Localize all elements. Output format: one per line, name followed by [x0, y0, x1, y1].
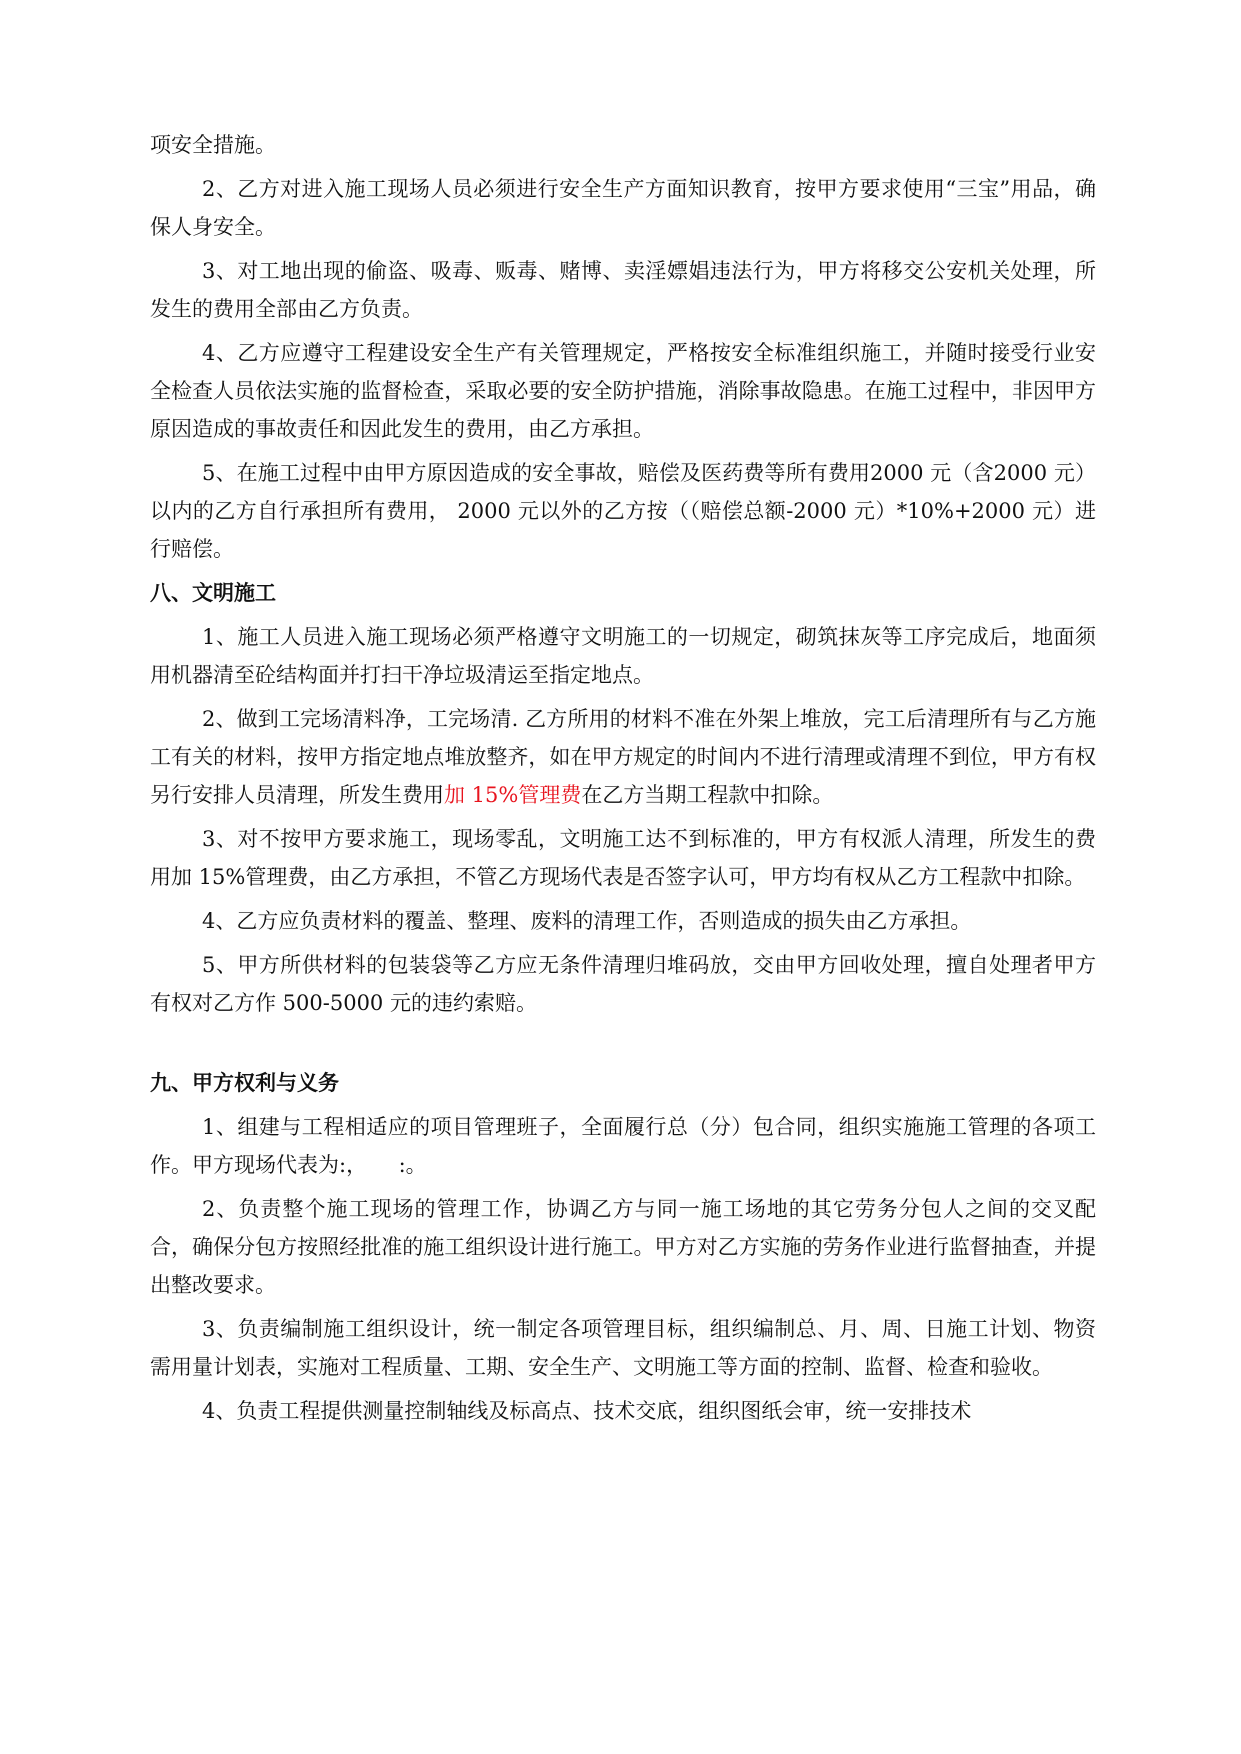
paragraph-8-3: 3、对不按甲方要求施工，现场零乱，文明施工达不到标准的，甲方有权派人清理，所发生的费用加 15%管理费，由乙方承担，不管乙方现场代表是否签字认可，甲方均有权从乙方工程款中扣除。	[150, 827, 1096, 889]
paragraph-8-5: 5、甲方所供材料的包装袋等乙方应无条件清理归堆码放，交由甲方回收处理，擅自处理者甲方有权对乙方作 500-5000 元的违约索赔。	[150, 953, 1096, 1015]
paragraph-9-4: 4、负责工程提供测量控制轴线及标高点、技术交底，组织图纸会审，统一安排技术	[202, 1399, 972, 1423]
paragraph-9-1: 1、组建与工程相适应的项目管理班子，全面履行总（分）包合同，组织实施施工管理的各项工作。甲方现场代表为:， :。	[150, 1115, 1096, 1177]
paragraph-8-2	[150, 700, 1096, 814]
section-heading-civilized-construction: 八、文明施工	[150, 581, 276, 605]
highlight-management-fee: 加 15%管理费	[444, 783, 582, 807]
paragraph-7-5: 5、在施工过程中由甲方原因造成的安全事故，赔偿及医药费等所有费用2000 元（含2000 元）以内的乙方自行承担所有费用， 2000 元以外的乙方按（（赔偿总额-2000 元）*10%+2000 元）进行赔偿。	[150, 461, 1096, 561]
section-heading-party-a-rights: 九、甲方权利与义务	[150, 1071, 339, 1095]
paragraph-9-2: 2、负责整个施工现场的管理工作，协调乙方与同一施工场地的其它劳务分包人之间的交叉配合，确保分包方按照经批准的施工组织设计进行施工。甲方对乙方实施的劳务作业进行监督抽查，并提出整改要求。	[150, 1197, 1096, 1297]
paragraph-7-3: 3、对工地出现的偷盗、吸毒、贩毒、赌博、卖淫嫖娼违法行为，甲方将移交公安机关处理，所发生的费用全部由乙方负责。	[150, 259, 1096, 321]
paragraph-8-2-text-b: 在乙方当期工程款中扣除。	[581, 783, 834, 807]
paragraph-8-4: 4、乙方应负责材料的覆盖、整理、废料的清理工作，否则造成的损失由乙方承担。	[202, 909, 972, 933]
paragraph-9-3: 3、负责编制施工组织设计，统一制定各项管理目标，组织编制总、月、周、日施工计划、物资需用量计划表，实施对工程质量、工期、安全生产、文明施工等方面的控制、监督、检查和验收。	[150, 1317, 1096, 1379]
paragraph-8-1: 1、施工人员进入施工现场必须严格遵守文明施工的一切规定，砌筑抹灰等工序完成后，地面须用机器清至砼结构面并打扫干净垃圾清运至指定地点。	[150, 625, 1096, 687]
paragraph-7-4: 4、乙方应遵守工程建设安全生产有关管理规定，严格按安全标准组织施工，并随时接受行业安全检查人员依法实施的监督检查，采取必要的安全防护措施，消除事故隐患。在施工过程中，非因甲方原因造成的事故责任和因此发生的费用，由乙方承担。	[150, 341, 1096, 441]
paragraph-continuation: 项安全措施。	[150, 133, 276, 157]
paragraph-7-2: 2、乙方对进入施工现场人员必须进行安全生产方面知识教育，按甲方要求使用“三宝”用品，确保人身安全。	[150, 177, 1096, 239]
document-page	[150, 126, 1096, 1436]
paragraph-8-2-text-a: 2、做到工完场清料净，工完场清. 乙方所用的材料不准在外架上堆放，完工后清理所有与乙方施工有关的材料，按甲方指定地点堆放整齐，如在甲方规定的时间内不进行清理或清理不到位，甲方有权另行安排人员清理，所发生费用	[150, 707, 1096, 807]
